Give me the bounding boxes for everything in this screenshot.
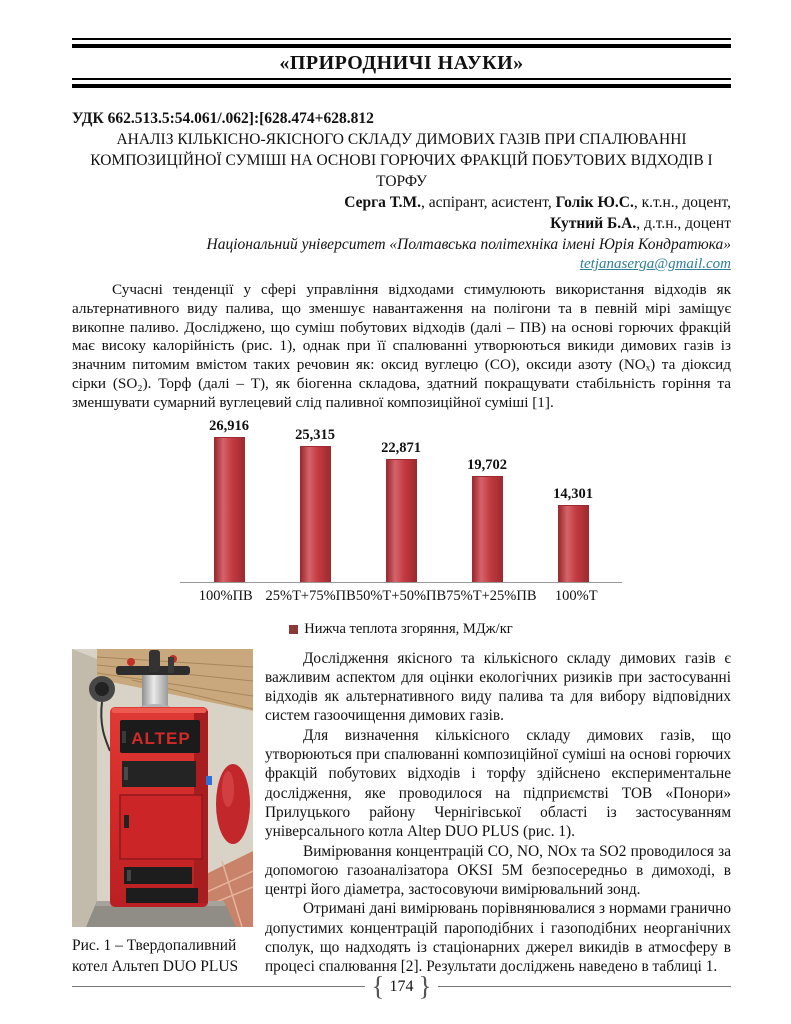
category-label: 25%Т+75%ПВ <box>265 587 356 604</box>
legend-label: Нижча теплота згоряння, МДж/кг <box>304 620 513 637</box>
bar-group <box>272 427 358 582</box>
figure-caption: Рис. 1 – Твердопаливний котел Альтеп DUO PLUS <box>72 936 239 975</box>
upper-door <box>122 761 196 787</box>
footer-rule-left <box>72 986 365 987</box>
category-label: 100%Т <box>554 587 598 604</box>
page-number-block <box>365 973 439 1000</box>
chart-plot <box>180 415 622 583</box>
header-bottom-rule <box>72 78 731 88</box>
author-name: Кутний Б.А. <box>550 215 637 232</box>
bar-group <box>444 457 530 582</box>
blue-fitting <box>206 776 212 785</box>
bar-value-label: 14,301 <box>553 485 593 502</box>
article-title: АНАЛІЗ КІЛЬКІСНО-ЯКІСНОГО СКЛАДУ ДИМОВИХ ГАЗІВ ПРИ СПАЛЮВАННІ КОМПОЗИЦІЙНОЇ СУМІШІ НА ОСНОВІ ГОРЮЧИХ ФРАКЦІЙ ПОБУТОВИХ ВІДХОДІВ І ТОРФУ <box>90 131 713 190</box>
bar <box>472 476 503 582</box>
valve-red <box>127 658 135 666</box>
bar <box>386 459 417 582</box>
fuel-door <box>120 795 202 859</box>
brace-right: } <box>418 971 432 1001</box>
figure-column <box>72 649 253 977</box>
ash-door <box>126 888 198 903</box>
bar <box>300 446 331 582</box>
chimney <box>142 675 168 709</box>
journal-header <box>72 38 731 88</box>
page-footer <box>72 973 731 1000</box>
boiler-photo <box>72 649 253 927</box>
page-number: 174 <box>389 977 414 995</box>
body-paragraph: Для визначення кількісного складу димових газів, що утворюються при спалюванні композиційної суміші на основі горючих фракцій побутових відходів і торфу здійснено експериментальне дослідження, яке проводилося на підприємстві ТОВ «Понори» Прилуцького району Чернігівської області із застосуванням універсального котла Altep DUO PLUS (рис. 1). <box>265 726 731 841</box>
author-name: Серга Т.М. <box>344 194 421 211</box>
bar-value-label: 22,871 <box>381 440 421 457</box>
altep-logo-text: ALTEP <box>131 728 191 748</box>
bar-group <box>186 418 272 581</box>
bar-value-label: 19,702 <box>467 457 507 474</box>
bar <box>214 437 245 581</box>
ash-door <box>124 867 192 884</box>
legend-marker-icon <box>289 625 298 634</box>
chart-legend <box>180 621 622 638</box>
bar-value-label: 25,315 <box>295 426 335 443</box>
category-label: 75%Т+25%ПВ <box>446 587 537 604</box>
bar-group <box>530 486 616 582</box>
author-degree: , к.т.н., доцент, <box>633 194 731 211</box>
category-label: 50%Т+50%ПВ <box>355 587 447 604</box>
pipe-vertical <box>149 650 160 672</box>
body-paragraph: Вимірювання концентрацій СО, NO, NOx та SO2 проводилося за допомогою газоаналізатора OKSI 5М безпосередньо в димоході, в центрі його діаметра, застосовуючи вимірювальний зонд. <box>265 842 731 899</box>
bar-group <box>358 440 444 582</box>
affiliation: Національний університет «Полтавська політехніка імені Юрія Кондратюка» <box>206 236 731 253</box>
footer-rule-right <box>438 986 731 987</box>
abstract-paragraph: Сучасні тенденції у сфері управління відходами стимулюють використання відходів як альтернативного виду палива, що зменшує навантаження на полігони та в певній мірі заміщує викопне паливо. Досліджено, що суміш побутових відходів (далі – ПВ) на основі горючих фракцій має високу калорійність (рис. 1), однак при її спалюванні утворюються викиди димових газів із значним питомим вмістом таких речовин як: оксид вуглецю (СО), оксиди азоту (NOₓ) та діоксид сірки (SO₂). Торф (далі – Т), як біогенна складова, здатний покращувати стабільність горіння та зменшувати сумарний вуглецевий слід паливної композиційної суміші [1]. <box>72 281 731 411</box>
author-name: Голік Ю.С. <box>555 194 634 211</box>
author-degree: , д.т.н., доцент <box>636 215 731 232</box>
journal-title: «ПРИРОДНИЧІ НАУКИ» <box>279 52 524 74</box>
authors-line-1 <box>72 192 731 213</box>
email-link[interactable]: tetjanaserga@gmail.com <box>579 256 731 272</box>
door-handle <box>124 815 129 828</box>
brace-left: { <box>371 971 385 1001</box>
udc-number: УДК 662.513.5:54.061/.062]:[628.474+628.812 <box>72 110 374 127</box>
bar-value-label: 26,916 <box>209 418 249 435</box>
bar <box>558 505 589 582</box>
category-label: 100%ПВ <box>198 587 253 604</box>
expansion-tank <box>216 764 250 844</box>
chart-categories <box>180 588 622 605</box>
two-column-section <box>72 649 731 977</box>
authors-line-2 <box>72 213 731 234</box>
email-line <box>72 255 731 274</box>
calorific-value-chart <box>180 415 622 638</box>
body-paragraph: Дослідження якісного та кількісного складу димових газів є важливим аспектом для оцінки екологічних ризиків при застосуванні відходів як альтернативного виду палива та для вибору відповідних систем газоочищення димових газів. <box>265 649 731 725</box>
author-degree: , аспірант, асистент, <box>420 194 556 211</box>
header-top-rule <box>72 38 731 48</box>
body-paragraph: Отримані дані вимірювань порівнянювалися з нормами гранично допустимих концентрацій пароподібних і газоподібних неорганічних сполук, що надходять із стаціонарних джерел викидів в атмосферу в процесі спалювання [2]. Результати досліджень наведено в таблиці 1. <box>265 900 731 976</box>
body-text-column <box>265 649 731 977</box>
